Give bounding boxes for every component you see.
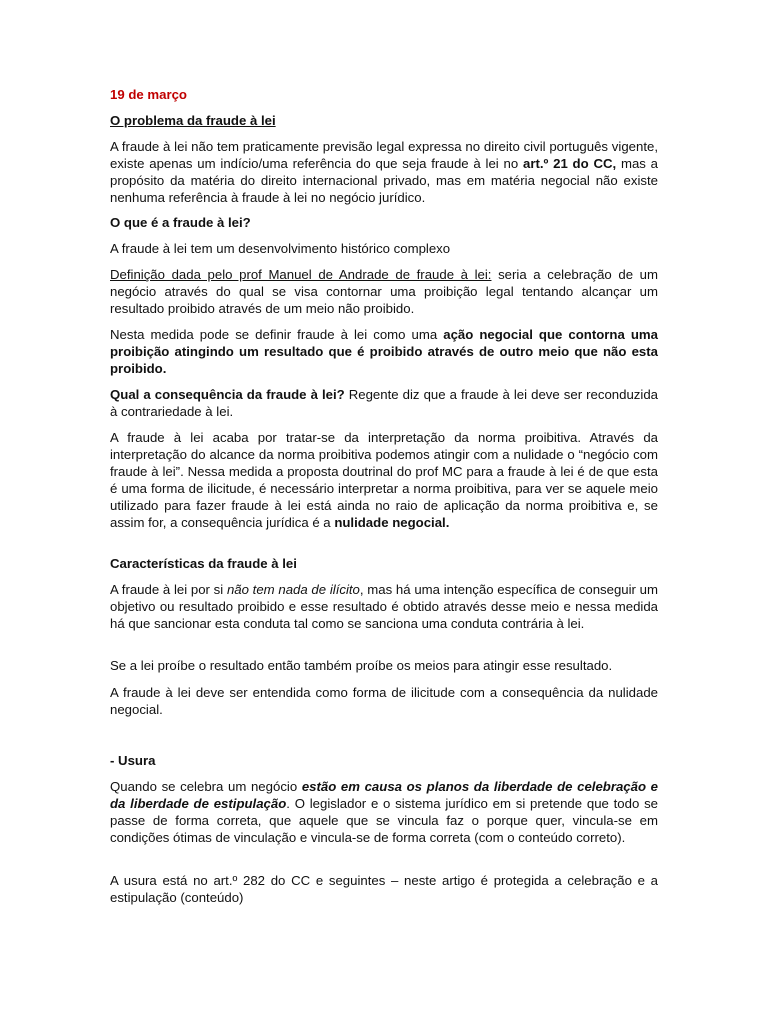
usura-heading: - Usura — [110, 753, 156, 768]
paragraph-illicit: A fraude à lei deve ser entendida como forma de ilicitude com a consequência da nulidade negocial. — [110, 685, 658, 717]
paragraph-measure — [110, 326, 658, 377]
usura-text: Quando se celebra um negócio — [110, 779, 302, 794]
definition-label: Definição dada pelo prof Manuel de Andrade de fraude à lei: — [110, 267, 492, 282]
characteristics-text: A fraude à lei por si — [110, 582, 227, 597]
paragraph-history: A fraude à lei tem um desenvolvimento histórico complexo — [110, 241, 451, 256]
characteristics-rest: , mas há uma intenção específica de conseguir um objetivo ou resultado proibido e esse resultado é obtido através desse meio e nessa medida há que sancionar esta conduta tal como se sanciona uma conduta contrária à lei. — [110, 582, 658, 631]
question-heading: O que é a fraude à lei? — [110, 215, 251, 230]
paragraph-definition — [110, 266, 658, 317]
measure-text: Nesta medida pode se definir fraude à lei como uma — [110, 327, 444, 342]
consequence-question: Qual a consequência da fraude à lei? — [110, 387, 345, 402]
consequence-text: Regente diz que a fraude à lei deve ser reconduzida à contrariedade à lei. — [110, 387, 658, 419]
paragraph-intro-text: A fraude à lei não tem praticamente previsão legal expressa no direito civil português vigente, existe apenas um indício/uma referência do que seja fraude à lei no — [110, 139, 658, 171]
section-title-fraude: O problema da fraude à lei — [110, 113, 276, 128]
interpretation-text: A fraude à lei acaba por tratar-se da interpretação da norma proibitiva. Através da interpretação do alcance da norma proibitiva podemos atingir com a nulidade o “negócio com fraude à lei”. Nessa medida a proposta doutrinal do prof MC para a fraude à lei é de que esta é uma forma de ilicitude, é necessário interpretar a norma proibitiva, para ver se aquele meio utilizado para fazer fraude à lei está ainda no raio de aplicação da norma proibitiva e, se assim for, a consequência jurídica é a — [110, 430, 658, 530]
paragraph-usura-article: A usura está no art.º 282 do CC e seguintes – neste artigo é protegida a celebração e a estipulação (conteúdo) — [110, 873, 658, 905]
characteristics-heading: Características da fraude à lei — [110, 556, 297, 571]
paragraph-usura — [110, 778, 658, 846]
paragraph-characteristics — [110, 581, 658, 632]
paragraph-intro-rest: mas a propósito da matéria do direito internacional privado, mas em matéria negocial não existe nenhuma referência à fraude à lei no negócio jurídico. — [110, 156, 658, 205]
paragraph-means: Se a lei proíbe o resultado então também proíbe os meios para atingir esse resultado. — [110, 658, 613, 673]
article-ref: art.º 21 do CC, — [522, 156, 617, 171]
paragraph-interpretation — [110, 429, 658, 531]
date-heading: 19 de março — [110, 87, 187, 102]
definition-text: seria a celebração de um negócio através do qual se visa contornar uma proibição legal tentando alcançar um resultado proibido através de um meio não proibido. — [110, 267, 658, 316]
paragraph-intro — [110, 138, 658, 206]
usura-rest: . O legislador e o sistema jurídico em si pretende que todo se passe de forma correta, que aquele que se vincula faz o porque quer, vincula-se em condições ótimas de vinculação e vincula-se de forma correta (com o conteúdo correto). — [110, 796, 658, 845]
measure-bold: ação negocial que contorna uma proibição atingindo um resultado que é proibido através de outro meio que não esta proibido. — [110, 327, 658, 376]
paragraph-consequence — [110, 386, 658, 420]
interpretation-bold: nulidade negocial. — [334, 515, 450, 530]
usura-bold-italic: estão em causa os planos da liberdade de celebração e da liberdade de estipulação — [110, 779, 658, 811]
characteristics-italic: não tem nada de ilícito — [226, 582, 360, 597]
